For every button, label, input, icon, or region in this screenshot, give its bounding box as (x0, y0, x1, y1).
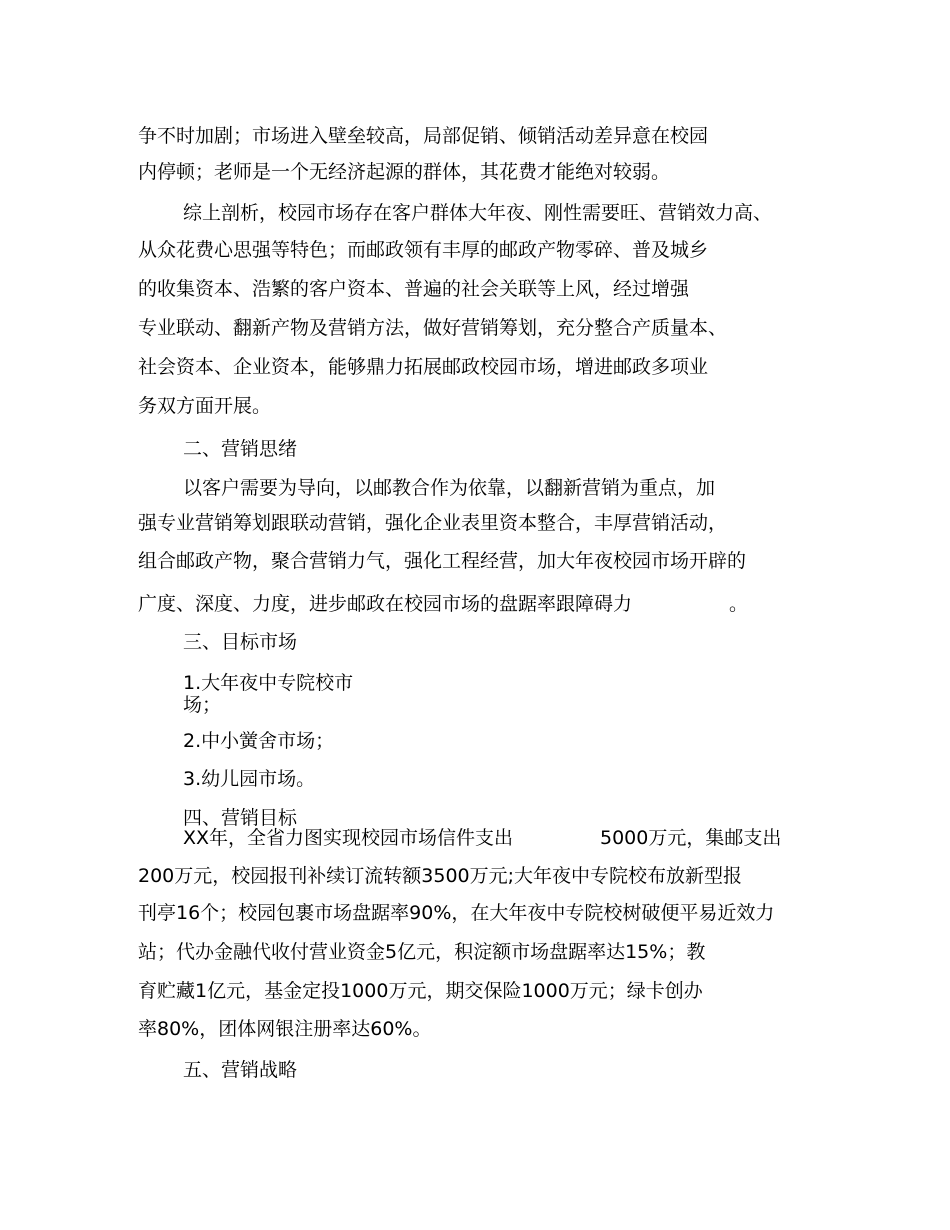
section-heading-3: 三、目标市场 (183, 631, 298, 653)
paragraph-line: 站；代办金融代收付营业资金5亿元，积淀额市场盘踞率达15%；教 (138, 941, 706, 963)
paragraph-line: 内停顿；老师是一个无经济起源的群体，其花费才能绝对较弱。 (138, 161, 671, 183)
paragraph-line: XX年，全省力图实现校园市场信件支出 (183, 827, 514, 849)
paragraph-line: 综上剖析，校园市场存在客户群体大年夜、刚性需要旺、营销效力高、 (183, 202, 773, 224)
section-heading-2: 二、营销思绪 (183, 438, 298, 460)
list-item: 3.幼儿园市场。 (183, 768, 316, 790)
paragraph-line: 以客户需要为导向，以邮教合作为依靠，以翻新营销为重点，加 (183, 477, 716, 499)
paragraph-line: 率80%，团体网银注册率达60%。 (138, 1018, 432, 1040)
list-item: 2.中小黉舍市场； (183, 730, 335, 752)
paragraph-line: 争不时加剧；市场进入壁垒较高，局部促销、倾销活动差异意在校园 (138, 125, 709, 147)
paragraph-line: 刊亭16个；校园包裹市场盘踞率90%，在大年夜中专院校树破便平易近效力 (138, 902, 775, 924)
paragraph-line: 组合邮政产物，聚合营销力气，强化工程经营，加大年夜校园市场开辟的 (138, 550, 747, 572)
list-item-continuation: 场； (183, 694, 222, 716)
paragraph-line: 社会资本、企业资本，能够鼎力拓展邮政校园市场，增进邮政多项业 (138, 356, 709, 378)
paragraph-line: 育贮藏1亿元，基金定投1000万元，期交保险1000万元；绿卡创办 (138, 980, 703, 1002)
list-item: 1.大年夜中专院校市 (183, 672, 354, 694)
paragraph-line: 专业联动、翻新产物及营销方法，做好营销筹划，充分整合产质量本、 (138, 317, 728, 339)
paragraph-line: 广度、深度、力度，进步邮政在校园市场的盘踞率跟障碍力 (138, 593, 633, 615)
paragraph-period: 。 (729, 593, 749, 615)
section-heading-4: 四、营销目标 (183, 807, 298, 829)
paragraph-line: 从众花费心思强等特色；而邮政领有丰厚的邮政产物零碎、普及城乡 (138, 239, 709, 261)
paragraph-line-fragment: 5000万元，集邮支出 (600, 827, 782, 849)
paragraph-line: 200万元，校园报刊补续订流转额3500万元;大年夜中专院校布放新型报 (138, 865, 743, 887)
paragraph-line: 的收集资本、浩繁的客户资本、普遍的社会关联等上风，经过增强 (138, 278, 690, 300)
section-heading-5: 五、营销战略 (183, 1059, 298, 1081)
paragraph-line: 强专业营销筹划跟联动营销，强化企业表里资本整合，丰厚营销活动， (138, 512, 728, 534)
paragraph-line: 务双方面开展。 (138, 395, 272, 417)
